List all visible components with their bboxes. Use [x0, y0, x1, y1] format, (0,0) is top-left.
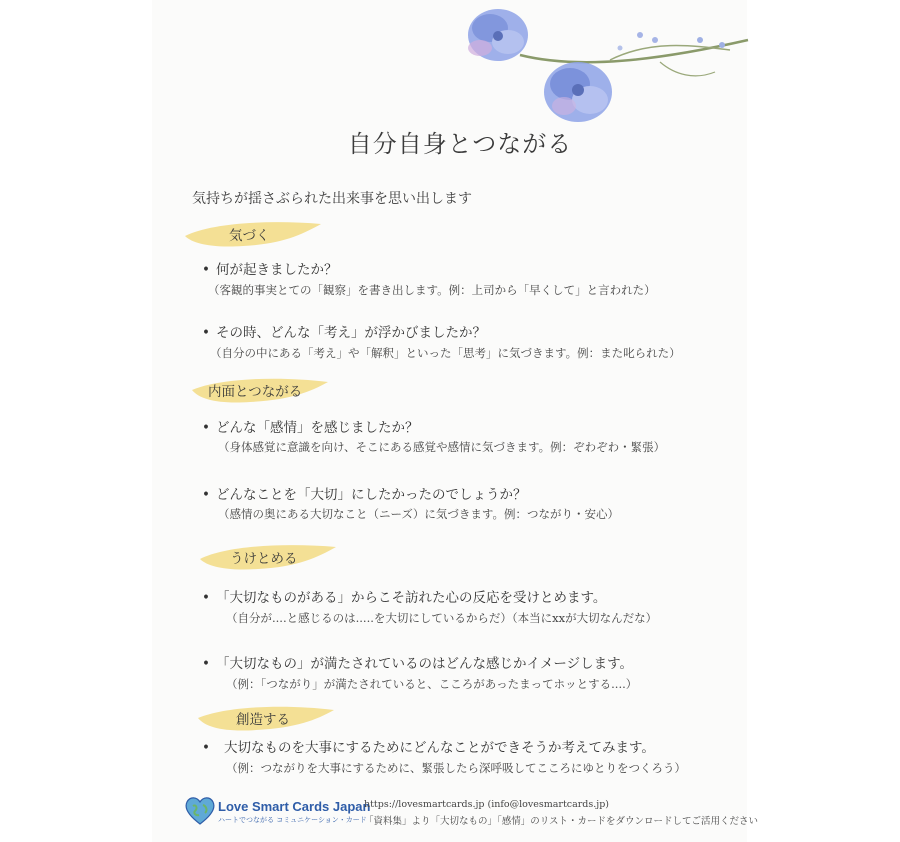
item-text: どんな「感情」を感じましたか？ [216, 420, 419, 436]
page-title: 自分自身とつながる [347, 130, 573, 158]
bullet: • [202, 590, 210, 606]
item-text: 大切なものを大事にするためにどんなことができそうか考えてみます。 [224, 740, 655, 756]
bullet: • [202, 487, 210, 503]
item-note: （客観的事実とての「観察」を書き出します。例：上司から「早くして」と言われた） [208, 283, 656, 297]
bullet: • [202, 325, 210, 341]
item-note: （例：「つながり」が満たされていると、こころがあったまってホッとする....） [226, 677, 638, 691]
item-note: （自分が....と感じるのは.....を大切にしているからだ）（本当にxxが大切なんだな） [226, 611, 658, 625]
footer-note: 「資料集」より「大切なもの」「感情」のリスト・カードをダウンロードしてご活用ください [364, 816, 759, 827]
item-note: （身体感覚に意識を向け、そこにある感覚や感情に気づきます。例：ぞわぞわ・緊張） [218, 440, 666, 454]
list-item [202, 586, 606, 606]
brand-name: Love Smart Cards Japan [218, 799, 371, 814]
section-heading-label: うけとめる [230, 551, 298, 567]
list-item [202, 736, 655, 756]
list-item [202, 258, 338, 278]
item-text: その時、どんな「考え」が浮かびましたか？ [216, 325, 486, 341]
item-note: （自分の中にある「考え」や「解釈」といった「思考」に気づきます。例：また叱られた） [210, 346, 681, 360]
bullet: • [202, 656, 210, 672]
heart-globe-icon [184, 796, 216, 826]
item-text: 「大切なもの」が満たされているのはどんな感じかイメージします。 [216, 656, 634, 672]
section-heading-label: 内面とつながる [208, 384, 303, 400]
section-heading-label: 創造する [236, 712, 290, 728]
section-heading-uketomeru [198, 539, 338, 573]
list-item [202, 321, 486, 341]
intro-text: 気持ちが揺さぶられた出来事を思い出します [192, 191, 472, 207]
section-heading-label: 気づく [229, 228, 270, 244]
section-heading-naimen [190, 372, 330, 406]
list-item [202, 483, 527, 503]
footer-url: https://lovesmartcards.jp (info@lovesmartcards.jp) [364, 799, 610, 810]
bullet: • [202, 740, 210, 756]
list-item [202, 652, 633, 672]
item-text: どんなことを「大切」にしたかったのでしょうか？ [216, 487, 527, 503]
flower-illustration [460, 0, 750, 130]
item-text: 何が起きましたか？ [216, 262, 338, 278]
list-item [202, 416, 419, 436]
bullet: • [202, 420, 210, 436]
bullet: • [202, 262, 210, 278]
brand-logo [184, 796, 371, 830]
item-text: 「大切なものがある」からこそ訪れた心の反応を受けとめます。 [216, 590, 607, 606]
item-note: （例：つながりを大事にするために、緊張したら深呼吸してこころにゆとりをつくろう） [226, 761, 686, 775]
item-note: （感情の奥にある大切なこと（ニーズ）に気づきます。例：つながり・安心） [218, 507, 620, 521]
brand-tagline: ハートでつながる コミュニケーション・カード [218, 816, 367, 824]
section-heading-kizuku [183, 216, 323, 250]
section-heading-souzou [196, 700, 336, 734]
